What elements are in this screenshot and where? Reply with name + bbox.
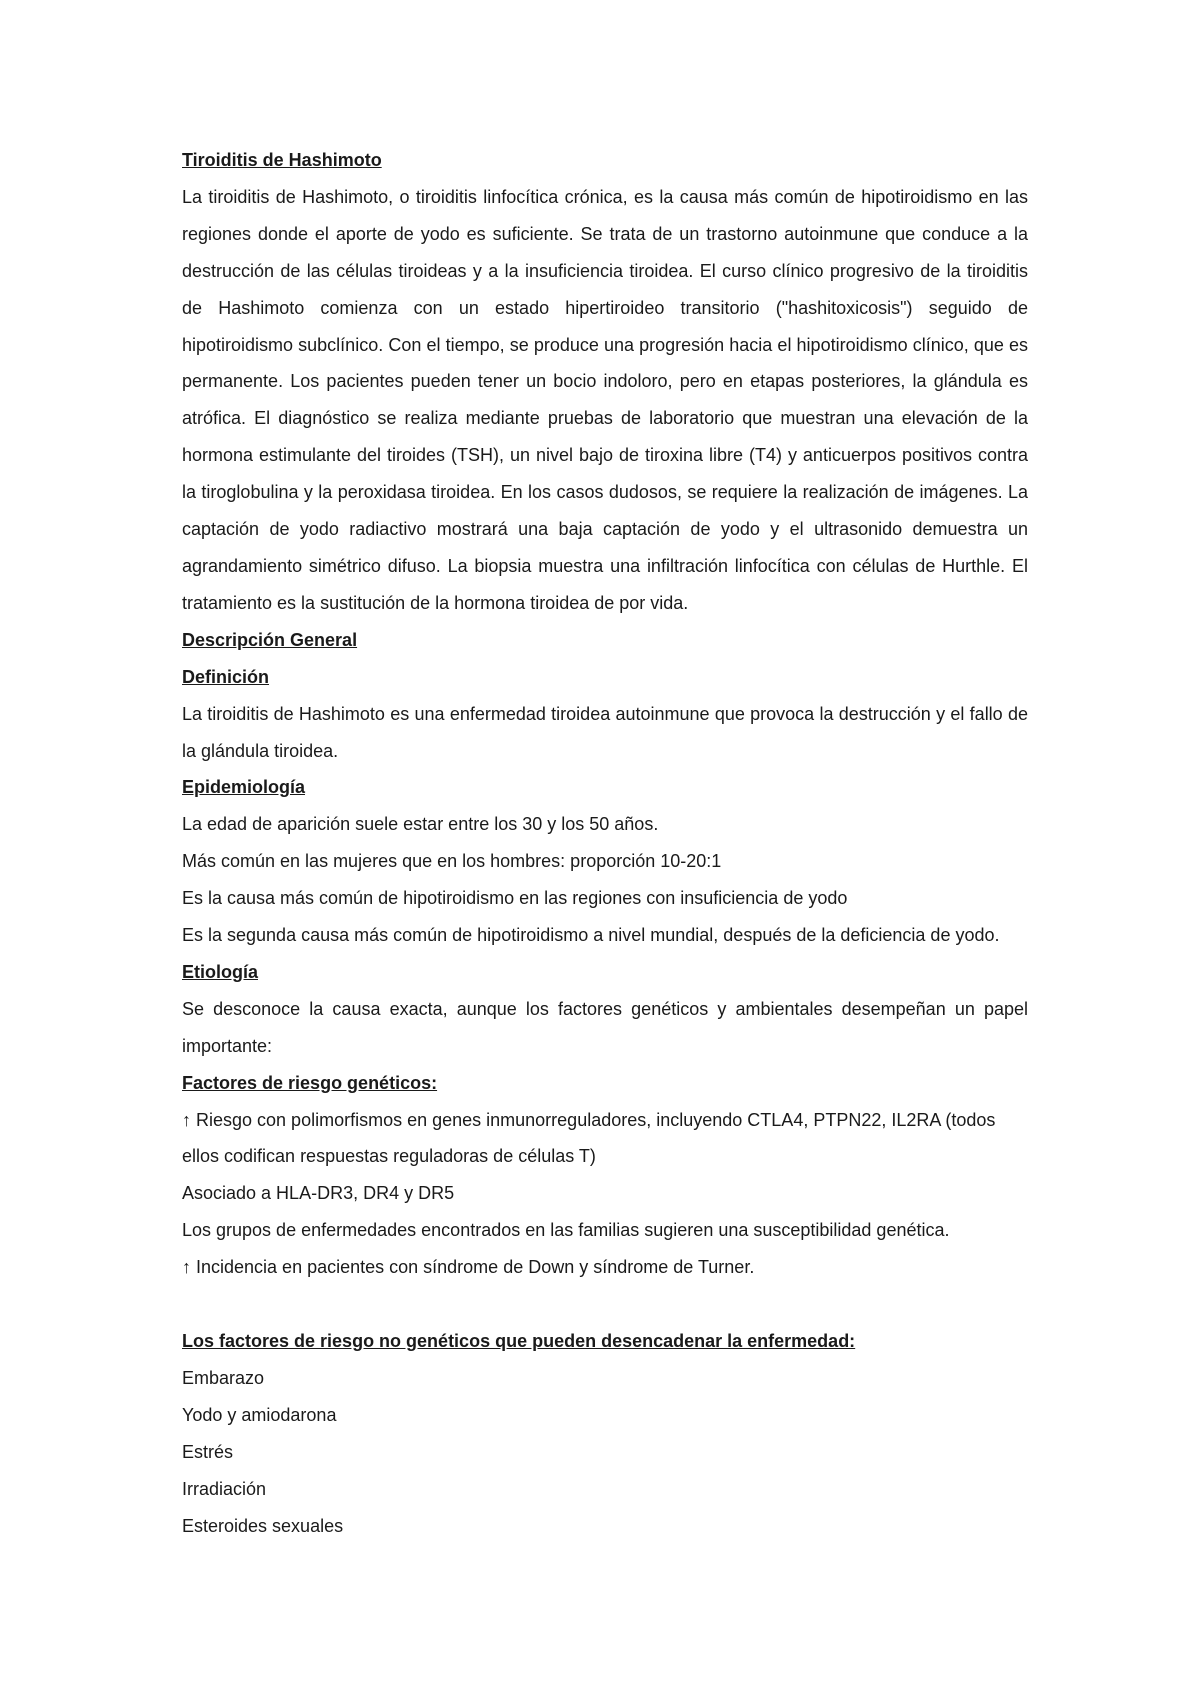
document-title: Tiroiditis de Hashimoto	[182, 150, 382, 170]
genetic-risk-item: ↑ Riesgo con polimorfismos en genes inmunorreguladores, incluyendo CTLA4, PTPN22, IL2RA (todos ellos codifican respuestas reguladoras de células T)	[182, 1109, 996, 1167]
document-page	[182, 142, 1028, 1544]
nongenetic-risk-item: Esteroides sexuales	[182, 1515, 344, 1536]
epidemiology-item: Más común en las mujeres que en los hombres: proporción 10-20:1	[182, 851, 722, 872]
intro-paragraph: La tiroiditis de Hashimoto, o tiroiditis linfocítica crónica, es la causa más común de hipotiroidismo en las regiones donde el aporte de yodo es suficiente. Se trata de un trastorno autoinmune que conduce a la destrucción de las células tiroideas y a la insuficiencia tiroidea. El curso clínico progresivo de la tiroiditis de Hashimoto comienza con un estado hipertiroideo transitorio ("hashitoxicosis") seguido de hipotiroidismo subclínico. Con el tiempo, se produce una progresión hacia el hipotiroidismo clínico, que es permanente. Los pacientes pueden tener un bocio indoloro, pero en etapas posteriores, la glándula es atrófica. El diagnóstico se realiza mediante pruebas de laboratorio que muestran una elevación de la hormona estimulante del tiroides (TSH), un nivel bajo de tiroxina libre (T4) y anticuerpos positivos contra la tiroglobulina y la peroxidasa tiroidea. En los casos dudosos, se requiere la realización de imágenes. La captación de yodo radiactivo mostrará una baja captación de yodo y el ultrasonido demuestra un agrandamiento simétrico difuso. La biopsia muestra una infiltración linfocítica con células de Hurthle. El tratamiento es la sustitución de la hormona tiroidea de por vida.	[182, 186, 1028, 613]
nongenetic-risk-item: Estrés	[182, 1441, 234, 1462]
genetic-risk-heading: Factores de riesgo genéticos:	[182, 1072, 438, 1093]
epidemiology-item: Es la segunda causa más común de hipotiroidismo a nivel mundial, después de la deficiencia de yodo.	[182, 925, 1000, 946]
overview-heading: Descripción General	[182, 629, 358, 650]
epidemiology-item: La edad de aparición suele estar entre los 30 y los 50 años.	[182, 814, 659, 835]
definition-heading: Definición	[182, 666, 270, 687]
blank-line	[182, 1286, 1028, 1323]
nongenetic-risk-item: Embarazo	[182, 1367, 265, 1388]
genetic-risk-item: ↑ Incidencia en pacientes con síndrome de Down y síndrome de Turner.	[182, 1257, 755, 1278]
etiology-paragraph: Se desconoce la causa exacta, aunque los factores genéticos y ambientales desempeñan un papel importante:	[182, 998, 1028, 1056]
epidemiology-item: Es la causa más común de hipotiroidismo en las regiones con insuficiencia de yodo	[182, 888, 848, 909]
genetic-risk-item: Asociado a HLA-DR3, DR4 y DR5	[182, 1183, 455, 1204]
nongenetic-risk-heading: Los factores de riesgo no genéticos que pueden desencadenar la enfermedad:	[182, 1330, 856, 1351]
nongenetic-risk-item: Irradiación	[182, 1478, 267, 1499]
etiology-heading: Etiología	[182, 961, 258, 982]
definition-paragraph: La tiroiditis de Hashimoto es una enfermedad tiroidea autoinmune que provoca la destrucción y el fallo de la glándula tiroidea.	[182, 703, 1028, 761]
genetic-risk-item: Los grupos de enfermedades encontrados en las familias sugieren una susceptibilidad genética.	[182, 1220, 950, 1241]
epidemiology-heading: Epidemiología	[182, 777, 306, 798]
nongenetic-risk-item: Yodo y amiodarona	[182, 1404, 337, 1425]
